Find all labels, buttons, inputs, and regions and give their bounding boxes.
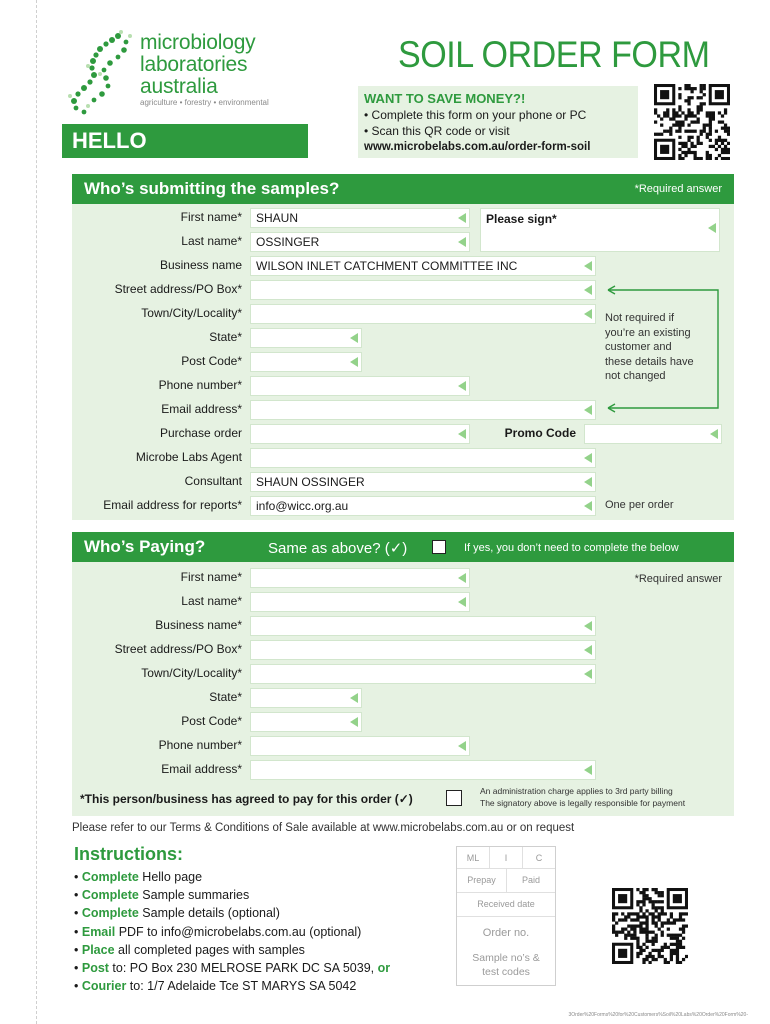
payer-postcode-field[interactable] [250, 712, 362, 732]
instruction-item: • Post to: PO Box 230 MELROSE PARK DC SA 5039, or [74, 961, 391, 976]
save-heading: WANT TO SAVE MONEY?! [364, 91, 526, 106]
instruction-item: • Complete Sample details (optional) [74, 906, 280, 921]
payer-street-field[interactable] [250, 640, 596, 660]
street-field[interactable] [250, 280, 596, 300]
payer-heading: Who’s Paying? [84, 537, 206, 556]
logo-line-1: microbiology [140, 31, 256, 54]
reports-email-field[interactable]: info@wicc.org.au [250, 496, 596, 516]
admin-charge-note: An administration charge applies to 3rd party billing The signatory above is legally responsible for payment [480, 786, 686, 808]
email-label: Email address* [161, 402, 242, 416]
consultant-field[interactable]: SHAUN OSSINGER [250, 472, 596, 492]
payer-first-name-label: First name* [180, 570, 242, 584]
payer-phone-label: Phone number* [158, 738, 242, 752]
first-name-label: First name* [180, 210, 242, 224]
payer-last-name-field[interactable] [250, 592, 470, 612]
save-bullet-2: • Scan this QR code or visit [364, 124, 510, 138]
submitter-section [72, 174, 734, 520]
logo-line-3: australia [140, 75, 218, 98]
state-field[interactable] [250, 328, 362, 348]
cut-line [36, 0, 37, 1024]
save-money-box [358, 86, 638, 158]
first-name-field[interactable]: SHAUN [250, 208, 470, 228]
submitter-heading: Who’s submitting the samples? [84, 179, 340, 198]
promo-code-field[interactable] [584, 424, 722, 444]
postcode-label: Post Code* [181, 354, 242, 368]
phone-label: Phone number* [158, 378, 242, 392]
payer-section [72, 532, 734, 816]
instruction-item: • Email PDF to info@microbelabs.com.au (optional) [74, 924, 362, 939]
business-name-field[interactable]: WILSON INLET CATCHMENT COMMITTEE INC [250, 256, 596, 276]
payer-town-label: Town/City/Locality* [141, 666, 242, 680]
agent-label: Microbe Labs Agent [135, 450, 242, 464]
qr-code-icon[interactable] [654, 84, 730, 160]
payer-street-label: Street address/PO Box* [114, 642, 242, 656]
if-yes-note: If yes, you don’t need to complete the below [464, 542, 679, 554]
instruction-item: • Complete Sample summaries [74, 888, 250, 903]
reports-email-label: Email address for reports* [103, 498, 242, 512]
purchase-order-field[interactable] [250, 424, 470, 444]
same-as-above-label: Same as above? (✓) [268, 540, 408, 557]
town-field[interactable] [250, 304, 596, 324]
page-title: SOIL ORDER FORM [398, 34, 710, 75]
logo-tagline: agriculture • forestry • environmental [140, 98, 269, 107]
one-per-order-note: One per order [605, 499, 674, 511]
instruction-item: • Complete Hello page [74, 870, 203, 884]
instructions-list [74, 868, 390, 995]
payer-required-note: *Required answer [634, 573, 722, 585]
office-use-box: ML I C Prepay Paid Received date Order no. Sample no’s & test codes [456, 846, 556, 986]
not-required-note: Not required if you’re an existing customer and these details have not changed [605, 312, 694, 382]
same-as-above-checkbox[interactable]: ✔ [433, 539, 445, 553]
payer-email-field[interactable] [250, 760, 596, 780]
payer-first-name-field[interactable] [250, 568, 470, 588]
consultant-label: Consultant [184, 474, 242, 488]
purchase-order-label: Purchase order [159, 426, 242, 440]
payer-last-name-label: Last name* [181, 594, 242, 608]
instruction-item: • Courier to: 1/7 Adelaide Tce ST MARYS SA 5042 [74, 979, 357, 994]
order-form-url[interactable]: www.microbelabs.com.au/order-form-soil [364, 141, 591, 153]
logo-line-2: laboratories [140, 53, 248, 76]
agree-to-pay-checkbox[interactable] [446, 790, 462, 806]
phone-field[interactable] [250, 376, 470, 396]
agent-field[interactable] [250, 448, 596, 468]
required-note: *Required answer [634, 183, 722, 195]
payer-phone-field[interactable] [250, 736, 470, 756]
last-name-field[interactable]: OSSINGER [250, 232, 470, 252]
footer-path: 3Order%20Forms%20for%20Customers%Soil%20Labs%20Order%20Form%20- [568, 1012, 748, 1018]
email-field[interactable] [250, 400, 596, 420]
state-label: State* [209, 330, 242, 344]
payer-state-label: State* [209, 690, 242, 704]
instructions-heading: Instructions: [74, 844, 184, 864]
payer-state-field[interactable] [250, 688, 362, 708]
instruction-item: • Place all completed pages with samples [74, 942, 305, 957]
postcode-field[interactable] [250, 352, 362, 372]
payer-town-field[interactable] [250, 664, 596, 684]
submitter-header [72, 174, 734, 204]
logo [66, 28, 306, 118]
payer-business-label: Business name* [155, 618, 242, 632]
street-label: Street address/PO Box* [114, 282, 242, 296]
promo-code-label: Promo Code [504, 426, 576, 440]
save-bullet-1: • Complete this form on your phone or PC [364, 108, 587, 122]
qr-code-icon[interactable] [612, 888, 688, 964]
payer-email-label: Email address* [161, 762, 242, 776]
last-name-label: Last name* [181, 234, 242, 248]
business-name-label: Business name [159, 258, 242, 272]
signature-field[interactable]: Please sign* [480, 208, 720, 252]
dna-helix-icon [66, 28, 138, 118]
agree-to-pay-label: *This person/business has agreed to pay for this order (✓) [80, 792, 413, 806]
payer-header [72, 532, 734, 562]
payer-business-field[interactable] [250, 616, 596, 636]
hello-banner: HELLO [62, 124, 308, 158]
payer-postcode-label: Post Code* [181, 714, 242, 728]
town-label: Town/City/Locality* [141, 306, 242, 320]
terms-note: Please refer to our Terms & Conditions of Sale available at www.microbelabs.com.au or on request [72, 822, 575, 834]
